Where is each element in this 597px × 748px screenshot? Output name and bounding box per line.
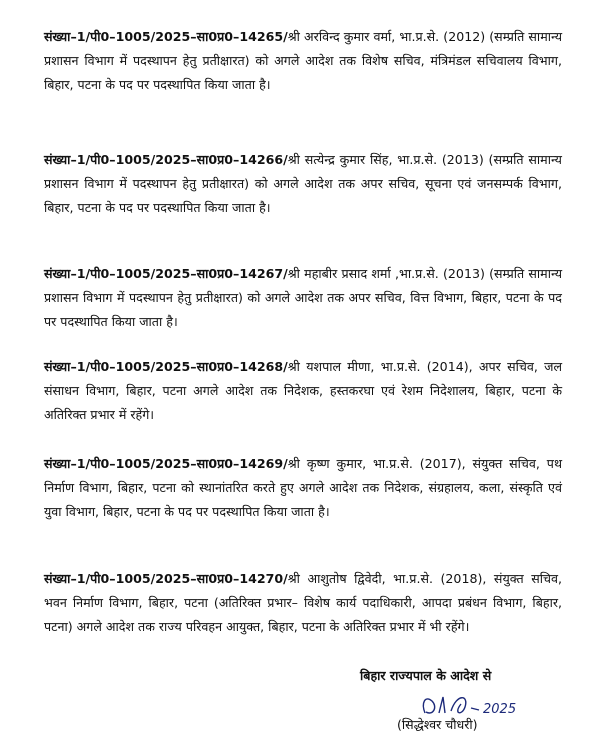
- order-text-2: श्री सत्येन्द्र कुमार सिंह, भा.प्र.से. (2013) (सम्प्रति सामान्य प्रशासन विभाग में पदस्थापन हेतु प्रतीक्षारत) को अगले आदेश तक अपर सचिव, सूचना एवं जनसम्पर्क विभाग, बिहार, पटना के पद पर पदस्थापित किया जाता है।: [44, 152, 562, 215]
- signature-date: 2025: [483, 702, 517, 717]
- governor-order-label: बिहार राज्यपाल के आदेश से: [360, 668, 492, 683]
- order-number-4: संख्या–1/पी0–1005/2025–सा0प्र0–14268/: [44, 359, 288, 374]
- order-paragraph-6: [44, 567, 562, 639]
- order-paragraph-1: [44, 25, 562, 97]
- signatory-name: (सिद्धेश्वर चौधरी): [397, 717, 478, 732]
- order-paragraph-4: [44, 355, 562, 427]
- order-paragraph-5: [44, 452, 562, 524]
- order-number-3: संख्या–1/पी0–1005/2025–सा0प्र0–14267/: [44, 266, 288, 281]
- order-number-2: संख्या–1/पी0–1005/2025–सा0प्र0–14266/: [44, 152, 288, 167]
- order-text-5: श्री कृष्ण कुमार, भा.प्र.से. (2017), संयुक्त सचिव, पथ निर्माण विभाग, बिहार, पटना को स्थानांतरित करते हुए अगले आदेश तक निदेशक, संग्रहालय, कला, संस्कृति एवं युवा विभाग, बिहार, पटना के पद पर पदस्थापित किया जाता है।: [44, 456, 562, 519]
- order-paragraph-3: [44, 262, 562, 334]
- order-number-1: संख्या–1/पी0–1005/2025–सा0प्र0–14265/: [44, 29, 288, 44]
- order-text-6: श्री आशुतोष द्विवेदी, भा.प्र.से. (2018), संयुक्त सचिव, भवन निर्माण विभाग, बिहार, पटना (अतिरिक्त प्रभार– विशेष कार्य पदाधिकारी, आपदा प्रबंधन विभाग, बिहार, पटना) अगले आदेश तक राज्य परिवहन आयुक्त, बिहार, पटना के अतिरिक्त प्रभार में भी रहेंगे।: [44, 571, 562, 634]
- order-paragraph-2: [44, 148, 562, 220]
- order-number-6: संख्या–1/पी0–1005/2025–सा0प्र0–14270/: [44, 571, 288, 586]
- order-text-3: श्री महाबीर प्रसाद शर्मा ,भा.प्र.से. (2013) (सम्प्रति सामान्य प्रशासन विभाग में पदस्थापन हेतु प्रतीक्षारत) को अगले आदेश तक अपर सचिव, वित्त विभाग, बिहार, पटना के पद पर पदस्थापित किया जाता है।: [44, 266, 562, 329]
- order-text-1: श्री अरविन्द कुमार वर्मा, भा.प्र.से. (2012) (सम्प्रति सामान्य प्रशासन विभाग में पदस्थापन हेतु प्रतीक्षारत) को अगले आदेश तक विशेष सचिव, मंत्रिमंडल सचिवालय विभाग, बिहार, पटना के पद पर पदस्थापित किया जाता है।: [44, 29, 562, 92]
- order-number-5: संख्या–1/पी0–1005/2025–सा0प्र0–14269/: [44, 456, 288, 471]
- order-text-4: श्री यशपाल मीणा, भा.प्र.से. (2014), अपर सचिव, जल संसाधन विभाग, बिहार, पटना अगले आदेश तक निदेशक, हस्तकरघा एवं रेशम निदेशालय, बिहार, पटना के अतिरिक्त प्रभार में रहेंगे।: [44, 359, 562, 422]
